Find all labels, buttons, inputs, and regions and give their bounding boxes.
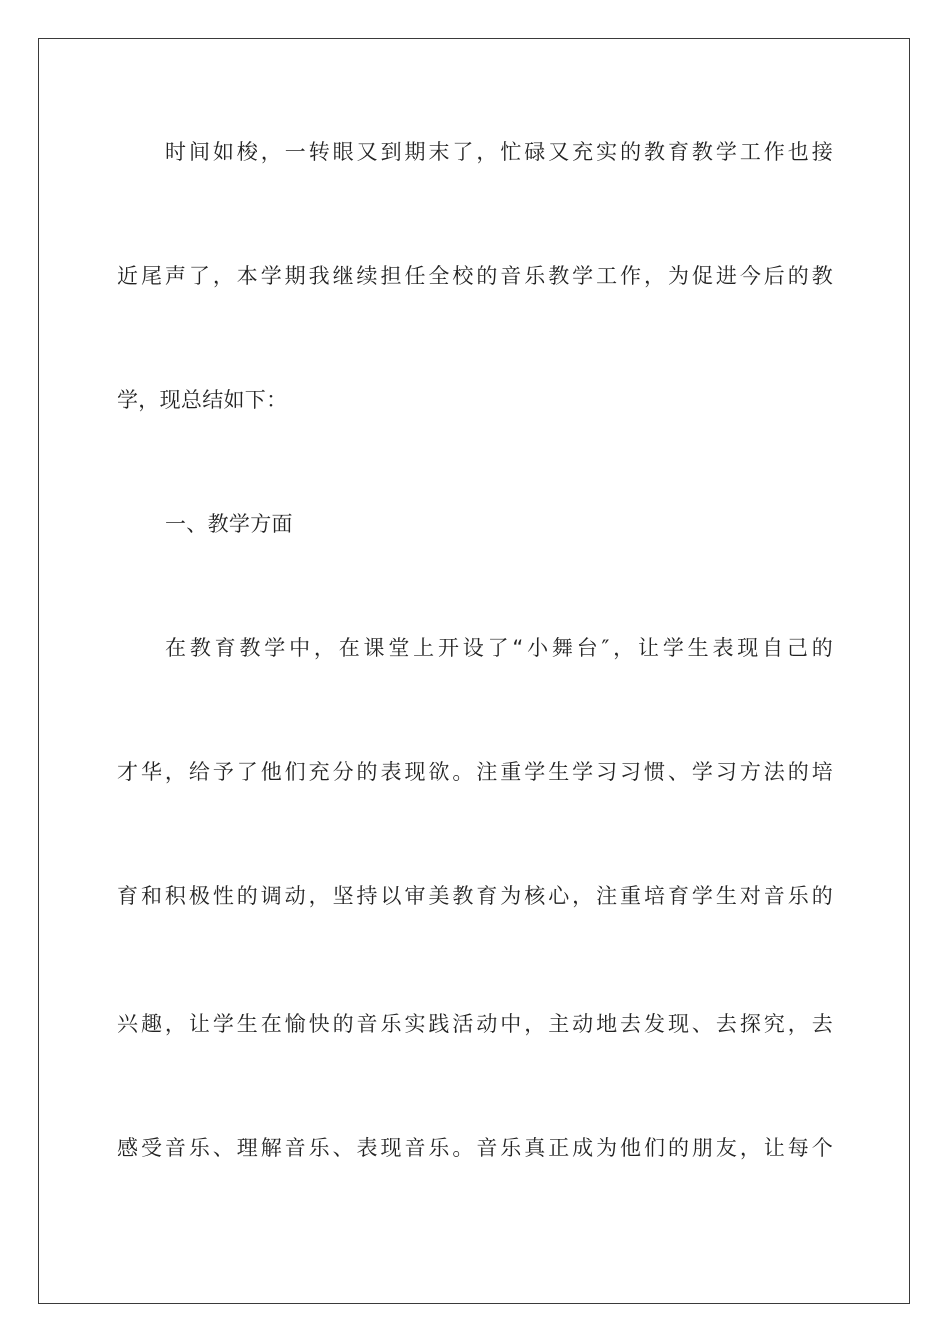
paragraph-line: 近尾声了，本学期我继续担任全校的音乐教学工作，为促进今后的教 [117, 264, 833, 288]
paragraph-line: 才华，给予了他们充分的表现欲。注重学生学习习惯、学习方法的培 [117, 760, 833, 784]
paragraph-line: 育和积极性的调动，坚持以审美教育为核心，注重培育学生对音乐的 [117, 884, 833, 908]
page-border [38, 38, 910, 1304]
paragraph-line: 学，现总结如下： [117, 388, 288, 412]
section-heading: 一、教学方面 [165, 512, 293, 536]
paragraph-line: 时间如梭，一转眼又到期末了，忙碌又充实的教育教学工作也接 [165, 140, 833, 164]
paragraph-line: 在教育教学中，在课堂上开设了“小舞台″，让学生表现自己的 [165, 636, 833, 660]
paragraph-line: 兴趣，让学生在愉快的音乐实践活动中，主动地去发现、去探究，去 [117, 1012, 833, 1036]
paragraph-line: 感受音乐、理解音乐、表现音乐。音乐真正成为他们的朋友，让每个 [117, 1136, 833, 1160]
